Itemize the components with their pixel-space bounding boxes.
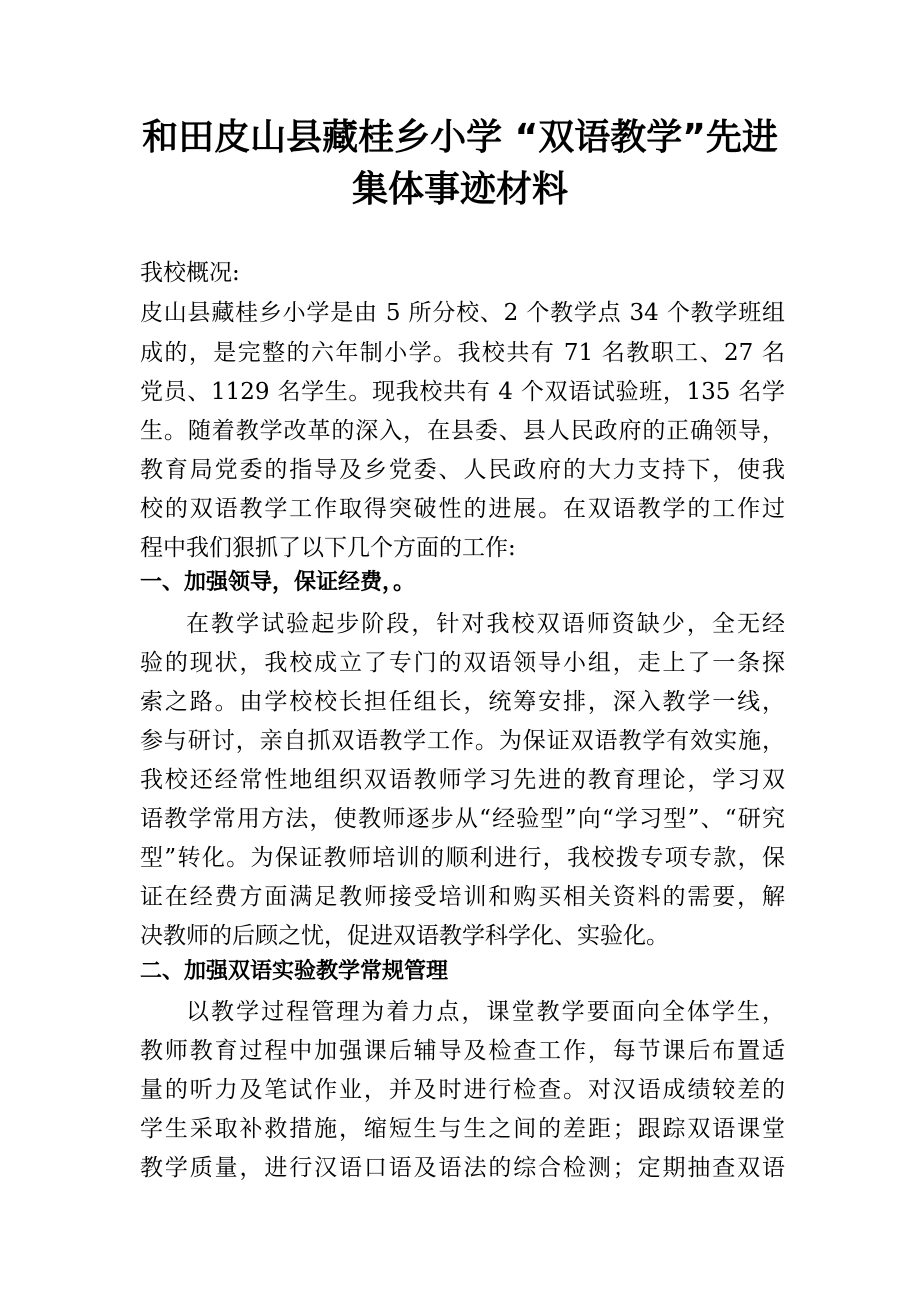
section1-line: 索之路。由学校校长担任组长，统筹安排，深入教学一线， xyxy=(140,689,785,715)
section1-line: 语教学常用方法，使教师逐步从“经验型”向“学习型”、“研究 xyxy=(140,806,785,832)
section1-line: 型”转化。为保证教师培训的顺利进行，我校拨专项专款，保 xyxy=(140,845,785,871)
section1-line: 参与研讨，亲自抓双语教学工作。为保证双语教学有效实施， xyxy=(140,728,785,754)
intro-line: 校的双语教学工作取得突破性的进展。在双语教学的工作过 xyxy=(140,496,785,522)
section1-line: 证在经费方面满足教师接受培训和购买相关资料的需要，解 xyxy=(140,884,785,910)
intro-line: 生。随着教学改革的深入，在县委、县人民政府的正确领导， xyxy=(140,418,785,444)
intro-line: 程中我们狠抓了以下几个方面的工作: xyxy=(140,535,516,561)
section1-line: 在教学试验起步阶段，针对我校双语师资缺少，全无经 xyxy=(186,611,785,637)
section1-line: 我校还经常性地组织双语教师学习先进的教育理论，学习双 xyxy=(140,767,785,793)
intro-label: 我校概况: xyxy=(140,260,240,286)
intro-line: 党员、1129 名学生。现我校共有 4 个双语试验班，135 名学 xyxy=(140,379,785,405)
section2-line: 教师教育过程中加强课后辅导及检查工作，每节课后布置适 xyxy=(140,1038,785,1064)
document-title xyxy=(100,112,820,216)
section1-line: 验的现状，我校成立了专门的双语领导小组，走上了一条探 xyxy=(140,650,785,676)
title-line-1: 和田皮山县藏桂乡小学 “双语教学”先进 xyxy=(142,117,778,158)
section-heading-2: 二、加强双语实验教学常规管理 xyxy=(140,959,449,984)
intro-line: 皮山县藏桂乡小学是由 5 所分校、2 个教学点 34 个教学班组 xyxy=(140,300,785,326)
section2-line: 量的听力及笔试作业，并及时进行检查。对汉语成绩较差的 xyxy=(140,1077,785,1103)
section-heading-1: 一、加强领导，保证经费，。 xyxy=(140,570,416,595)
section2-line: 教学质量，进行汉语口语及语法的综合检测；定期抽查双语 xyxy=(140,1155,785,1181)
section1-line: 决教师的后顾之忧，促进双语教学科学化、实验化。 xyxy=(140,923,669,949)
intro-line: 教育局党委的指导及乡党委、人民政府的大力支持下，使我 xyxy=(140,457,785,483)
section2-line: 以教学过程管理为着力点，课堂教学要面向全体学生， xyxy=(186,999,785,1025)
intro-line: 成的，是完整的六年制小学。我校共有 71 名教职工、27 名 xyxy=(140,340,785,366)
section2-line: 学生采取补救措施，缩短生与生之间的差距；跟踪双语课堂 xyxy=(140,1116,785,1142)
title-line-2: 集体事迹材料 xyxy=(351,169,568,210)
